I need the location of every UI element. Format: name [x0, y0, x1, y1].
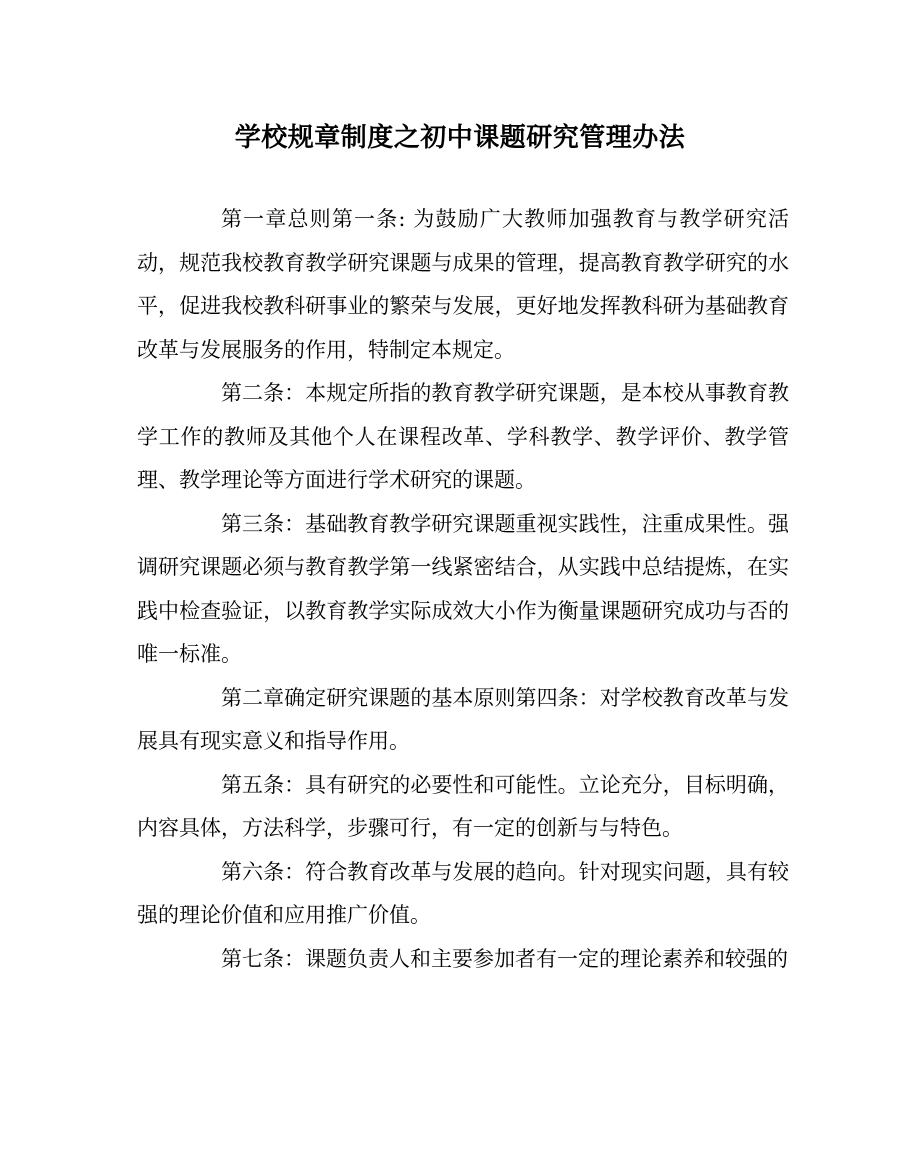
paragraph-article-1: 第一章总则第一条: 为鼓励广大教师加强教育与教学研究活动，规范我校教育教学研究课题与成果的管理，提高教育教学研究的水平，促进我校教科研事业的繁荣与发展，更好地发挥教科研为基础教育改革与发展服务的作用，特制定本规定。: [137, 207, 789, 362]
paragraph-article-6: 第六条：符合教育改革与发展的趋向。针对现实问题，具有较强的理论价值和应用推广价值。: [137, 859, 789, 927]
paragraph-article-7: 第七条：课题负责人和主要参加者有一定的理论素养和较强的: [221, 946, 788, 971]
paragraph-article-5: 第五条：具有研究的必要性和可能性。立论充分，目标明确，内容具体，方法科学，步骤可行，有一定的创新与与特色。: [137, 772, 789, 840]
paragraph-article-3: 第三条：基础教育教学研究课题重视实践性，注重成果性。强调研究课题必须与教育教学第一线紧密结合，从实践中总结提炼，在实践中检查验证，以教育教学实际成效大小作为衡量课题研究成功与否的唯一标准。: [137, 511, 789, 666]
document-body: [137, 198, 789, 981]
paragraph-article-4: 第二章确定研究课题的基本原则第四条：对学校教育改革与发展具有现实意义和指导作用。: [137, 685, 789, 753]
document-title: 学校规章制度之初中课题研究管理办法: [234, 123, 686, 153]
paragraph-article-2: 第二条：本规定所指的教育教学研究课题，是本校从事教育教学工作的教师及其他个人在课程改革、学科教学、教学评价、教学管理、教学理论等方面进行学术研究的课题。: [137, 381, 789, 492]
